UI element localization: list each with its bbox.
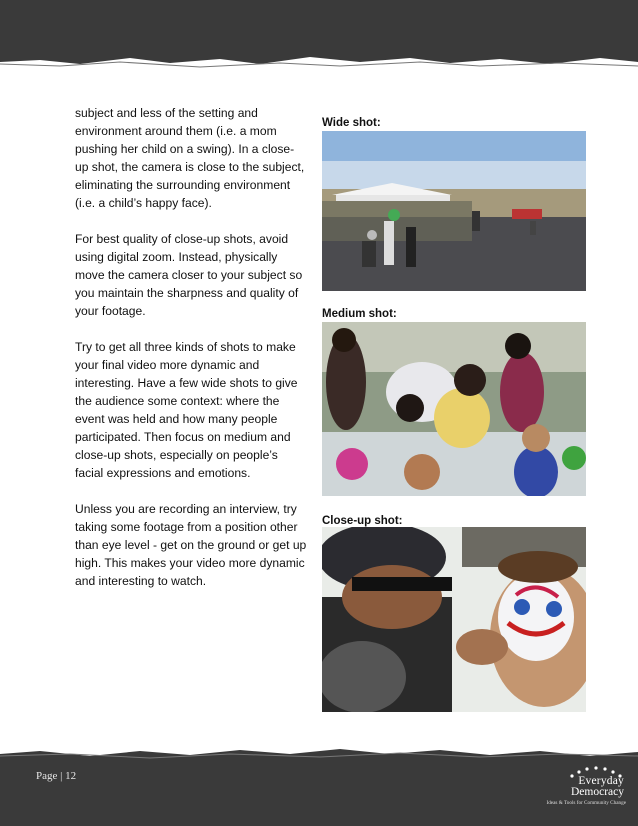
closeup-shot-photo: [322, 527, 586, 712]
footer-torn-edge: [0, 742, 638, 826]
paragraph-2: For best quality of close-up shots, avoid using digital zoom. Instead, physically move the camera closer to your subject so you maintain the sharpness and quality of your footage.: [75, 232, 303, 318]
medium-shot-label: Medium shot:: [322, 308, 397, 320]
wide-shot-photo: [322, 131, 586, 291]
footer-band: [0, 742, 638, 826]
medium-shot-photo: [322, 322, 586, 496]
wide-shot-label: Wide shot:: [322, 117, 381, 129]
paragraph-4: Unless you are recording an interview, try taking some footage from a position other than eye level - get on the ground or get up high. This makes your video more dynamic and interesting to watch.: [75, 502, 307, 588]
logo-tagline: Ideas & Tools for Community Change: [546, 800, 626, 806]
body-text-column: [75, 104, 307, 608]
paragraph-3: Try to get all three kinds of shots to make your final video more dynamic and interesting. Have a few wide shots to give the audience some context: where the event was held and how many people participated. Then focus on medium and close-up shots, especially on people’s facial expressions and emotions.: [75, 340, 298, 480]
header-torn-edge: [0, 0, 638, 80]
everyday-democracy-logo: [546, 767, 628, 815]
closeup-shot-label: Close-up shot:: [322, 515, 403, 527]
paragraph-1: subject and less of the setting and environment around them (i.e. a mom pushing her child on a swing). In a close-up shot, the camera is close to the subject, eliminating the surrounding environment (i.e. a child’s happy face).: [75, 106, 305, 210]
logo-word-democracy: Democracy: [571, 786, 624, 798]
logo-word-everyday: Everyday: [578, 775, 624, 787]
header-band: [0, 0, 638, 80]
page-number: Page | 12: [36, 770, 77, 782]
